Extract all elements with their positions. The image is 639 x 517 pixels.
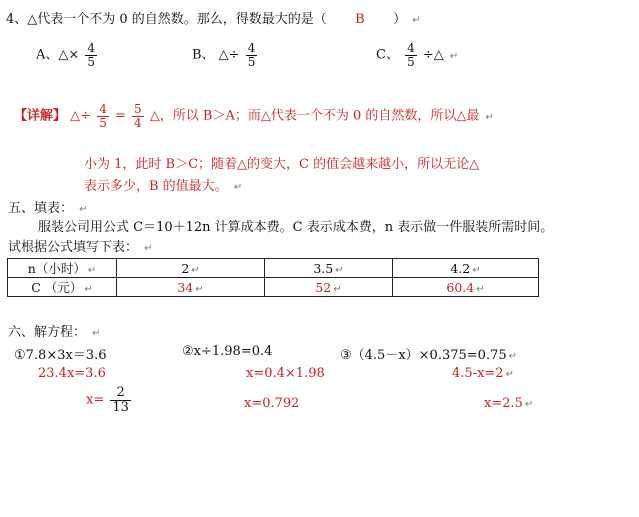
option-b-prefix: B、 △÷ — [192, 47, 240, 63]
explanation-expr: △÷ — [70, 108, 92, 124]
equation-3-step: 4.5-x=2 ↵ — [452, 366, 514, 381]
table-cell: 2 ↵ — [117, 259, 265, 278]
paragraph-mark: ↵ — [233, 182, 243, 193]
equation-3-result: x=2.5 ↵ — [484, 396, 534, 411]
explanation-line2-text: 小为 1，此时 B＞C；随着△的变大，C 的值会越来越小，所以无论△ — [84, 157, 480, 172]
paragraph-mark: ↵ — [79, 204, 88, 215]
q4-stem-end: ） — [393, 12, 407, 27]
q4-option-c — [376, 42, 458, 68]
q4-answer: B — [355, 12, 365, 27]
table-answer-cell: 60.4 ↵ — [393, 278, 539, 297]
section6-title — [8, 321, 101, 340]
watermark — [212, 133, 639, 517]
table-header-cell: C （元） ↵ — [8, 278, 117, 297]
table-answer-cell: 34 ↵ — [117, 278, 265, 297]
section5-description — [38, 216, 553, 235]
equation-1-question: ①7.8×3x＝3.6 — [14, 348, 107, 363]
equation-1-step: 23.4x=3.6 — [38, 366, 106, 381]
paragraph-mark: ↵ — [485, 111, 494, 123]
table-row — [8, 259, 539, 278]
q4-option-a — [36, 42, 99, 68]
table-row — [8, 278, 539, 297]
section5-instruction-text: 试根据公式填写下表： — [8, 240, 139, 255]
option-c-suffix: ÷△ — [422, 47, 444, 63]
option-a-fraction: $\frac{4}{5}$ — [87, 41, 96, 69]
fill-table — [7, 258, 539, 297]
explanation-fraction-2: $\frac{5}{4}$ — [134, 102, 142, 130]
option-b-fraction: $\frac{4}{5}$ — [247, 41, 256, 69]
equation-3-question: ③（4.5－x）×0.375=0.75 ↵ — [340, 348, 517, 363]
equation-2-result: x=0.792 — [244, 396, 300, 411]
paragraph-mark: ↵ — [412, 15, 421, 26]
table-cell: 4.2 ↵ — [393, 259, 539, 278]
paragraph-mark: ↵ — [144, 243, 153, 254]
equation-2-question: ②x÷1.98=0.4 — [182, 344, 273, 359]
explanation-equals: = — [114, 108, 126, 124]
equation-1-fraction: $\frac{2}{13}$ — [112, 385, 129, 415]
q4-stem — [6, 8, 421, 27]
section5-title — [8, 197, 88, 216]
section5-desc-text: 服装公司用公式 C＝10＋12n 计算成本费。C 表示成本费，n 表示做一件服装所需时间。 — [38, 220, 554, 235]
table-header-cell: n（小时） ↵ — [8, 259, 117, 278]
explanation-fraction-1: $\frac{4}{5}$ — [99, 102, 107, 130]
explanation-line3-text: 表示多少，B 的值最大。 — [84, 179, 228, 194]
option-c-prefix: C、 — [376, 47, 399, 63]
q4-stem-text: 4、△代表一个不为 0 的自然数。那么，得数最大的是（ — [6, 12, 327, 27]
q4-explanation-line1 — [14, 103, 494, 129]
section6-title-text: 六、解方程： — [8, 325, 87, 340]
q4-option-b — [192, 42, 259, 68]
equation-1-result: x= $\frac{2}{13}$ — [86, 385, 129, 415]
option-c-fraction: $\frac{4}{5}$ — [407, 41, 415, 69]
section5-title-text: 五、填表： — [8, 201, 74, 216]
equation-2-step: x=0.4×1.98 — [246, 366, 325, 381]
explanation-label: 【详解】 — [14, 108, 67, 124]
q4-explanation-line2 — [84, 153, 479, 172]
q4-explanation-line3 — [84, 175, 242, 194]
paragraph-mark: ↵ — [92, 328, 101, 339]
explanation-line1-text: △，所以 B＞A；而△代表一个不为 0 的自然数，所以△最 — [149, 108, 480, 124]
table-answer-cell: 52 ↵ — [265, 278, 393, 297]
section5-instruction — [8, 236, 153, 255]
paragraph-mark: ↵ — [449, 50, 459, 62]
table-cell: 3.5 ↵ — [265, 259, 393, 278]
option-a-prefix: A、△× — [36, 47, 80, 63]
